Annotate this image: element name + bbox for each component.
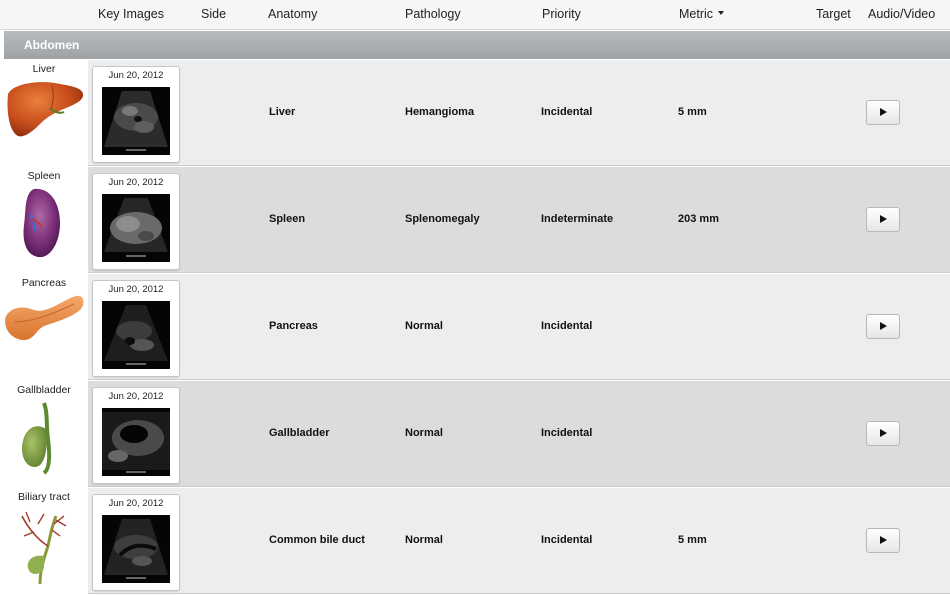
gallbladder-icon — [4, 399, 84, 481]
image-date: Jun 20, 2012 — [108, 391, 164, 402]
priority-cell: Incidental — [541, 106, 593, 118]
ultrasound-image — [102, 301, 170, 369]
organ-cell — [0, 60, 88, 167]
image-date: Jun 20, 2012 — [108, 498, 164, 509]
image-date: Jun 20, 2012 — [108, 284, 164, 295]
pathology-cell: Normal — [405, 427, 443, 439]
table-row[interactable] — [0, 167, 950, 274]
priority-cell: Incidental — [541, 427, 593, 439]
ultrasound-image — [102, 87, 170, 155]
pathology-cell: Normal — [405, 534, 443, 546]
organ-cell — [0, 167, 88, 274]
priority-cell: Incidental — [541, 320, 593, 332]
play-button[interactable] — [866, 207, 900, 232]
organ-label: Gallbladder — [17, 384, 71, 396]
table-row[interactable] — [0, 60, 950, 167]
anatomy-cell: Liver — [269, 106, 296, 118]
play-icon — [880, 322, 887, 330]
spleen-icon — [4, 185, 84, 267]
liver-icon — [4, 78, 84, 160]
play-icon — [880, 108, 887, 116]
key-image-thumbnail[interactable] — [92, 66, 180, 163]
anatomy-cell: Pancreas — [269, 320, 318, 332]
key-image-thumbnail[interactable] — [92, 280, 180, 377]
pancreas-icon — [4, 292, 84, 374]
col-pathology[interactable]: Pathology — [405, 7, 461, 21]
pathology-cell: Splenomegaly — [405, 213, 480, 225]
ultrasound-image — [102, 408, 170, 476]
play-icon — [880, 429, 887, 437]
col-priority[interactable]: Priority — [542, 7, 581, 21]
ultrasound-image — [102, 515, 170, 583]
pathology-cell: Normal — [405, 320, 443, 332]
col-metric[interactable]: Metric — [679, 7, 714, 21]
table-row[interactable] — [0, 488, 950, 595]
col-side[interactable]: Side — [201, 7, 227, 21]
anatomy-cell: Spleen — [269, 213, 306, 225]
organ-label: Spleen — [27, 170, 61, 182]
anatomy-cell: Common bile duct — [269, 534, 365, 546]
priority-cell: Indeterminate — [541, 213, 614, 225]
row-background — [88, 60, 950, 166]
key-image-thumbnail[interactable] — [92, 387, 180, 484]
column-header — [0, 0, 950, 30]
play-button[interactable] — [866, 100, 900, 125]
row-background — [88, 381, 950, 487]
key-image-thumbnail[interactable] — [92, 494, 180, 591]
col-anatomy[interactable]: Anatomy — [268, 7, 318, 21]
col-key-images[interactable]: Key Images — [98, 7, 165, 21]
row-background — [88, 167, 950, 273]
anatomy-cell: Gallbladder — [269, 427, 330, 439]
sort-down-arrow-icon[interactable] — [718, 11, 724, 15]
biliary-tract-icon — [4, 506, 84, 588]
play-icon — [880, 536, 887, 544]
organ-label: Liver — [32, 63, 56, 75]
organ-cell — [0, 381, 88, 488]
col-metric-wrap[interactable] — [679, 7, 724, 21]
row-background — [88, 274, 950, 380]
metric-cell: 5 mm — [678, 106, 707, 118]
pathology-cell: Hemangioma — [405, 106, 475, 118]
table-row[interactable] — [0, 274, 950, 381]
priority-cell: Incidental — [541, 534, 593, 546]
ultrasound-image — [102, 194, 170, 262]
section-header[interactable] — [4, 31, 950, 59]
organ-label: Pancreas — [21, 277, 67, 289]
organ-cell — [0, 274, 88, 381]
play-button[interactable] — [866, 528, 900, 553]
col-audio-video[interactable]: Audio/Video — [868, 7, 936, 21]
row-background — [88, 488, 950, 594]
table-row[interactable] — [0, 381, 950, 488]
play-button[interactable] — [866, 314, 900, 339]
metric-cell: 5 mm — [678, 534, 707, 546]
organ-label: Biliary tract — [18, 491, 70, 503]
image-date: Jun 20, 2012 — [108, 177, 164, 188]
play-icon — [880, 215, 887, 223]
organ-cell — [0, 488, 88, 595]
image-date: Jun 20, 2012 — [108, 70, 164, 81]
metric-cell: 203 mm — [678, 213, 719, 225]
col-target[interactable]: Target — [816, 7, 851, 21]
play-button[interactable] — [866, 421, 900, 446]
section-title: Abdomen — [24, 38, 80, 52]
key-image-thumbnail[interactable] — [92, 173, 180, 270]
